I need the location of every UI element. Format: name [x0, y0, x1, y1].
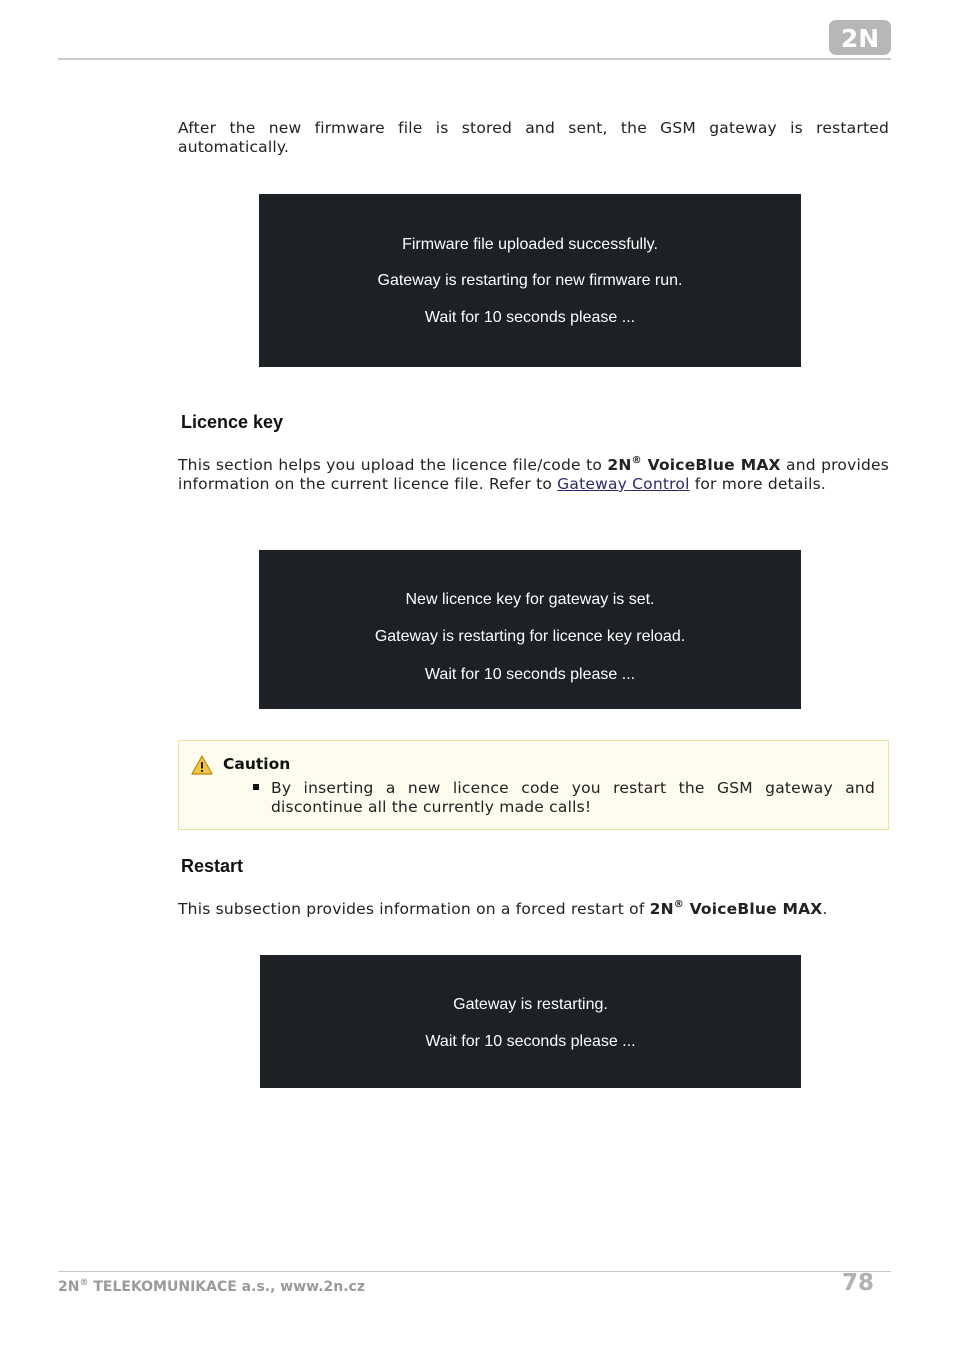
warning-icon	[191, 755, 213, 775]
licence-text-middle: and provides information on the current licence file. Refer to	[178, 456, 890, 493]
licence-key-screenshot	[259, 550, 801, 709]
svg-text:2N: 2N	[840, 24, 880, 53]
screen-message-line: Gateway is restarting for licence key reload.	[374, 628, 686, 645]
2n-logo	[828, 19, 892, 56]
restart-text-after: .	[822, 900, 828, 918]
restart-screenshot	[260, 955, 801, 1088]
footer-divider	[58, 1271, 891, 1272]
licence-text-after: for more details.	[689, 475, 827, 493]
restart-text-before: This subsection provides information on a forced restart of	[178, 900, 650, 918]
brand-name: 2N	[649, 900, 674, 918]
registered-mark: ®	[673, 899, 684, 910]
licence-text-before: This section helps you upload the licence file/code to	[178, 456, 608, 474]
screen-message-line: Gateway is restarting for new firmware run.	[377, 272, 683, 289]
firmware-upload-screenshot	[259, 194, 801, 367]
product-name: VoiceBlue MAX	[641, 456, 781, 474]
page-number: 78	[842, 1270, 875, 1296]
gateway-control-link[interactable]: Gateway Control	[557, 475, 690, 493]
footer-registered-mark: ®	[79, 1278, 89, 1288]
restart-heading: Restart	[181, 856, 244, 876]
screen-message-line: New licence key for gateway is set.	[405, 591, 655, 608]
screen-message-line: Wait for 10 seconds please ...	[425, 1033, 636, 1050]
restart-paragraph	[178, 900, 889, 919]
licence-paragraph	[178, 456, 889, 494]
footer-company	[58, 1279, 365, 1295]
caution-title: Caution	[223, 755, 291, 773]
screen-message-line: Firmware file uploaded successfully.	[402, 236, 658, 253]
screen-message-line: Wait for 10 seconds please ...	[424, 666, 636, 683]
caution-text: By inserting a new licence code you restart the GSM gateway and discontinue all the currently made calls!	[271, 779, 875, 816]
screen-message-line: Wait for 10 seconds please ...	[424, 309, 636, 326]
brand-name: 2N	[607, 456, 632, 474]
caution-box	[178, 740, 889, 830]
registered-mark: ®	[631, 455, 642, 466]
footer-brand: 2N	[58, 1279, 80, 1295]
licence-key-heading: Licence key	[181, 412, 284, 432]
screen-message-line: Gateway is restarting.	[453, 996, 608, 1013]
footer-company-text: TELEKOMUNIKACE a.s., www.2n.cz	[88, 1279, 365, 1295]
intro-paragraph: After the new firmware file is stored and sent, the GSM gateway is restarted automatically.	[178, 119, 889, 156]
header-divider	[58, 58, 891, 60]
product-name: VoiceBlue MAX	[683, 900, 823, 918]
bullet-marker	[253, 784, 259, 790]
